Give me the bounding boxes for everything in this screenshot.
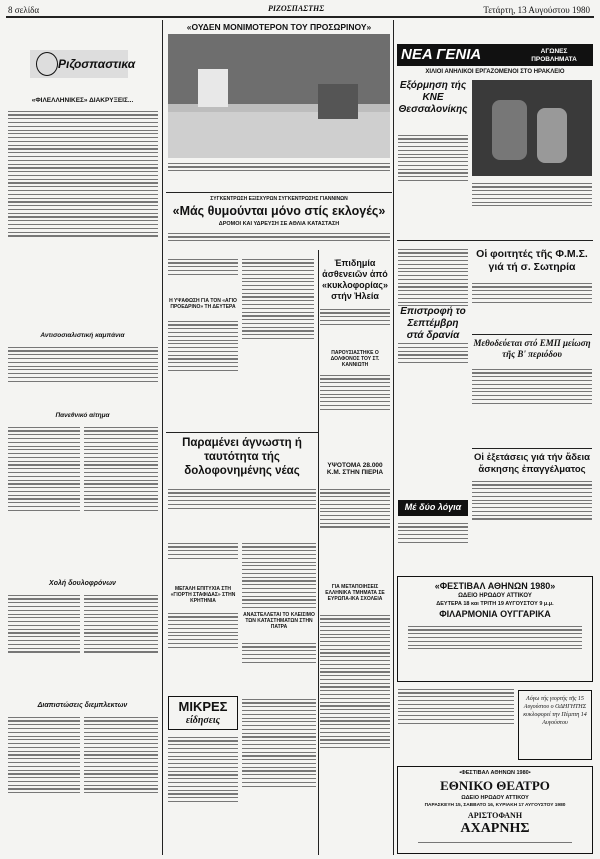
september-title: Επιστροφή το Σεπτέμβρη στά δρανία [398,306,468,342]
section-rule [397,240,593,241]
page-number: 8 σελίδα [8,5,40,15]
article-text [84,714,158,852]
article-text [8,344,158,409]
photo-caption [168,160,390,188]
article-text [84,424,158,574]
article-text [8,424,80,574]
section-rule [472,448,592,449]
kne-title: Εξόρμηση τής ΚΝΕ Θεσσαλονίκης [398,80,468,115]
ethniko-title: ΕΘΝΙΚΟ ΘΕΑΤΡΟ [440,778,550,793]
sub-kicker: Η ΥΨΑΦΩΣΗ ΓΙΑ ΤΟΝ «ΑΓΙΟ ΠΡΟΕΔΡΙΝΟ» ΤΗ ΔΕΥΤΕΡΑ [169,298,237,310]
odigitis-notice [518,690,592,760]
article-text [168,318,238,428]
mikres-label: ΜΙΚΡΕΣ [178,699,228,714]
article-text [472,366,592,444]
rally-title: «Μάς θυμούνται μόνο στίς εκλογές» [172,204,386,218]
article-text [168,734,238,852]
article-text [398,246,468,496]
article-text [472,478,592,570]
article-text [398,520,468,570]
ethniko-kicker: •ΦΕΣΤΙΒΑΛ ΑΘΗΝΩΝ 1980• [459,770,531,776]
article-text [242,256,314,428]
center-top-title: «ΟΥΔΕΝ ΜΟΝΙΜΟΤΕΡΟΝ ΤΟΥ ΠΡΟΣΩΡΙΝΟΥ» [186,22,372,32]
emp-title: Μεθοδεύεται στό ΕΜΠ μείωση τῆς Β' περιόδου [473,338,591,359]
tree-shape [318,84,358,119]
header-rule [6,16,594,18]
article-text [168,540,238,580]
column-logo: Ριζοσπαστικα [58,57,136,71]
rally-sub: ΔΡΟΜΟΙ ΚΑΙ ΥΔΡΕΥΣΗ ΣΕ ΑΘΛΙΑ ΚΑΤΑΣΤΑΣΗ [218,221,340,227]
rally-kicker: ΣΥΓΚΕΝΤΡΩΣΗ ΕΞΙΣΧΥΡΩΝ ΣΥΓΚΕΝΤΡΩΣΗΣ ΓΙΑΝΝΙΝΩΝ [210,196,348,202]
issue-date: Τετάρτη, 13 Αυγούστου 1980 [483,5,590,15]
children-workers-photo [472,80,592,176]
article-text [242,640,316,690]
section-rule [166,192,392,193]
subhead-4: Διαπιστώσεις διεμπλεκτων [37,702,128,709]
figure-shape [492,100,527,160]
article-text [472,180,592,236]
mikres-eidiseis-box [168,696,238,730]
street-photo [168,34,390,158]
subhead-2: Πανεθνικό αίτημα [55,412,110,419]
festival-venue: ΩΔΕΙΟ ΗΡΩΔΟΥ ΑΤΤΙΚΟΥ [458,593,532,599]
sub-kicker: ΠΑΡΟΥΣΙΑΣΤΗΚΕ Ο ΔΟΛΦΟΝΟΣ ΤΟΥ ΣΤ. ΚΑΝΝΙΩΤΗ [330,350,380,368]
article-text [168,610,238,690]
philharmonia: ΦΙΛΑΡΜΟΝΙΑ ΟΥΓΓΑΡΙΚΑ [439,609,551,619]
article-text [242,696,316,852]
article-text [320,306,390,346]
article-text [320,612,390,852]
eidiseis-label: είδησεις [185,715,221,726]
festival-title: «ΦΕΣΤΙΒΑΛ ΑΘΗΝΩΝ 1980» [434,581,556,591]
article-text [320,372,390,452]
festival-date: ΔΕΥΤΕΡΑ 18 και ΤΡΙΤΗ 19 ΑΥΓΟΥΣΤΟΥ 9 μ.μ. [436,601,554,607]
column-divider [162,20,163,855]
ypotoma-title: ΥΨΟΤΟΜΑ 28.000 Κ.Μ. ΣΤΗΝ ΠΙΕΡΙΑ [326,462,384,476]
sub-kicker: ΑΝΑΣΤΕΛΛΕΤΑΙ ΤΟ ΚΛΕΙΣΙΜΟ ΤΩΝ ΚΑΤΑΣΤΗΜΑΤΩΝ ΣΤΗΝ ΠΑΤΡΑ [243,612,315,630]
ad-text [408,623,582,677]
ad-text [418,839,572,851]
article-text [398,132,468,236]
nea-genia-title: ΝΕΑ ΓΕΝΙΑ [401,46,482,63]
nea-genia-sub: ΑΓΩΝΕΣ ΠΡΟΒΛΗΜΑΤΑ [531,48,577,63]
building-shape [198,69,228,107]
acharneis-title: ΑΧΑΡΝΗΣ [460,821,530,836]
sub-kicker: ΓΙΑ ΜΕΤΑΠΟΙΗΣΕΙΣ ΕΛΛΗΝΙΚΑ ΤΜΗΜΑΤΑ ΣΕ ΕΥΡΩΠΑ-ΙΚΑ ΣΧΟΛΕΙΑ [325,584,385,602]
aristofanis-label: ΑΡΙΣΤΟΦΑΝΗ [467,811,523,820]
ethniko-dates: ΠΑΡΑΣΚΕΥΗ 15, ΣΑΒΒΑΤΟ 16, ΚΥΡΙΑΚΗ 17 ΑΥΓΟΥΣΤΟΥ 1980 [424,803,566,808]
section-rule [472,334,592,335]
subhead-1: Αντισοσιαλιστική καμπάνια [40,332,125,339]
figure-shape [537,108,567,163]
article-text [8,714,80,852]
column-logo-box [30,50,136,78]
ethniko-theatro-ad [397,766,593,854]
workers-strip: ΧΙΛΙΟΙ ΑΝΗΛΙΚΟΙ ΕΡΓΑΖΟΜΕΝΟΙ ΣΤΟ ΗΡΑΚΛΕΙΟ [425,69,565,75]
epidimia-title: Ἐπιδημία ἀσθενειῶν ἀπό «κυκλοφορίας» στήν Ἠλεία [322,258,388,301]
article-text [168,256,238,296]
subhead-3: Χολή δουλοφρόνων [49,580,116,587]
column-divider [393,20,394,855]
column-divider [318,250,319,855]
article-text [8,592,80,697]
fms-title: Οἱ φοιτητές τῆς Φ.Μ.Σ. γιά τή σ. Σωτηρία [476,248,588,273]
article-text [472,280,592,330]
article-text [168,486,316,536]
section-rule [166,432,318,433]
ethniko-venue: ΩΔΕΙΟ ΗΡΩΔΟΥ ΑΤΤΙΚΟΥ [461,795,529,801]
hammer-sickle-icon [36,52,58,76]
odigitis-text: Λόγω τής γιορτής τῆς 15 Αυγούστου ο ΟΔΗΓΗΤΗΣ κυκλοφορεί την Πέμπτη 14 Αυγούστου [523,696,587,726]
nea-genia-banner [397,44,593,66]
article-text [84,592,158,697]
me-dyo-logia-label: Μέ δύο λόγια [404,502,462,512]
odeio-title: Οἱ ἐξετάσεις γιά τήν ἄδεια ἄσκησης ἐπαγγέλματος [474,452,590,475]
article-text [398,686,514,762]
article-text [168,230,390,252]
article-text [8,108,158,328]
masthead: ΡΙΖΟΣΠΑΣΤΗΣ [268,4,325,13]
article-text [320,486,390,578]
mystery-title: Παραμένει άγνωστη ή ταυτότητα τής δολοφονημένης νέας [182,437,302,477]
festival-ad [397,576,593,682]
me-dyo-logia-box [398,500,468,516]
column-title: «ΦΙΛΕΛΛΗΝΙΚΕΣ» ΔΙΑΚΡΥΞΕΙΣ... [31,97,134,104]
sub-kicker: ΜΕΓΑΛΗ ΕΠΙΤΥΧΙΑ ΣΤΗ «ΓΙΟΡΤΗ ΣΤΑΦΙΔΑΣ» ΣΤΗΝ ΚΡΗΤΗΝΙΑ [170,586,236,604]
